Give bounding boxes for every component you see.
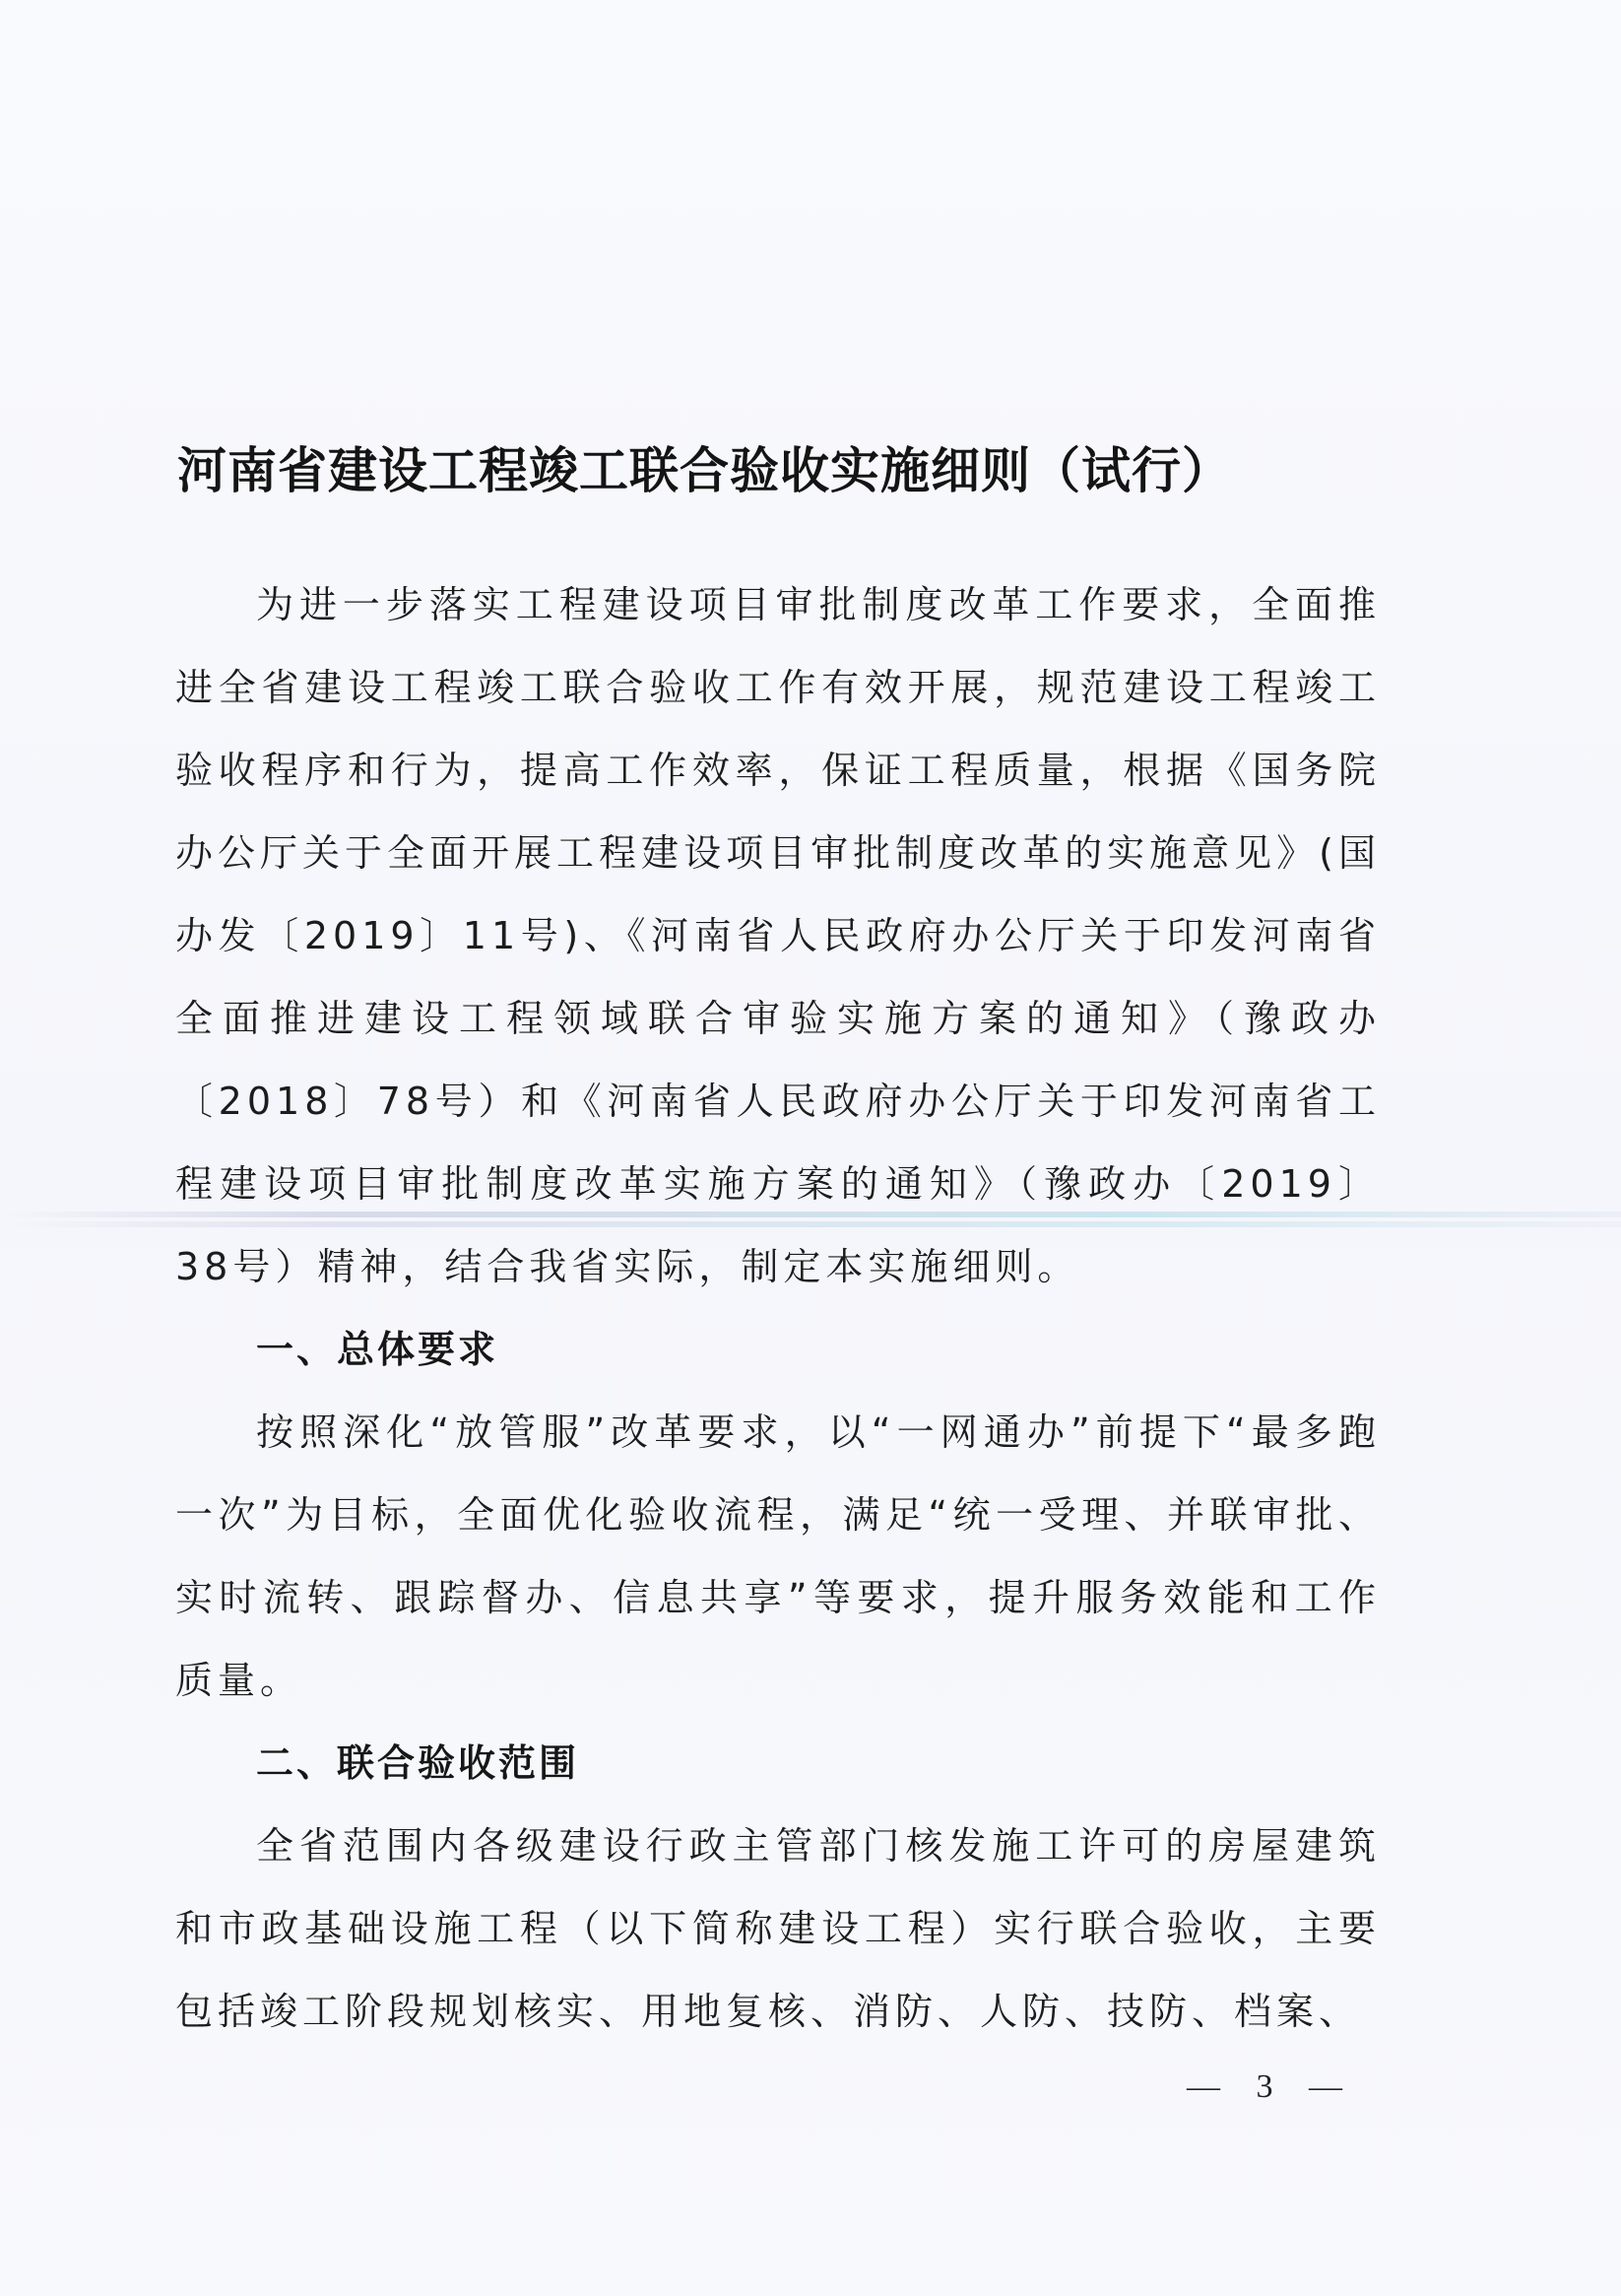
page-number: — 3 — bbox=[1187, 2068, 1356, 2105]
section-heading-acceptance-scope: 二、联合验收范围 bbox=[256, 1741, 580, 1785]
document-title: 河南省建设工程竣工联合验收实施细则（试行） bbox=[177, 441, 1232, 499]
document-body bbox=[175, 563, 1381, 2053]
acceptance-scope-paragraph: 全省范围内各级建设行政主管部门核发施工许可的房屋建筑和市政基础设施工程（以下简称建设工程）实行联合验收，主要包括竣工阶段规划核实、用地复核、消防、人防、技防、档案、 bbox=[175, 1824, 1381, 2033]
section-heading-general-requirements: 一、总体要求 bbox=[256, 1328, 499, 1371]
general-requirements-paragraph: 按照深化“放管服”改革要求，以“一网通办”前提下“最多跑一次”为目标，全面优化验收流程，满足“统一受理、并联审批、实时流转、跟踪督办、信息共享”等要求，提升服务效能和工作质量。 bbox=[175, 1410, 1381, 1702]
intro-paragraph: 为进一步落实工程建设项目审批制度改革工作要求，全面推进全省建设工程竣工联合验收工作有效开展，规范建设工程竣工验收程序和行为，提高工作效率，保证工程质量，根据《国务院办公厅关于全面开展工程建设项目审批制度改革的实施意见》(国办发〔2019〕11号)、《河南省人民政府办公厅关于印发河南省全面推进建设工程领域联合审验实施方案的通知》（豫政办〔2018〕78号）和《河南省人民政府办公厅关于印发河南省工程建设项目审批制度改革实施方案的通知》（豫政办〔2019〕38号）精神，结合我省实际，制定本实施细则。 bbox=[175, 583, 1381, 1288]
